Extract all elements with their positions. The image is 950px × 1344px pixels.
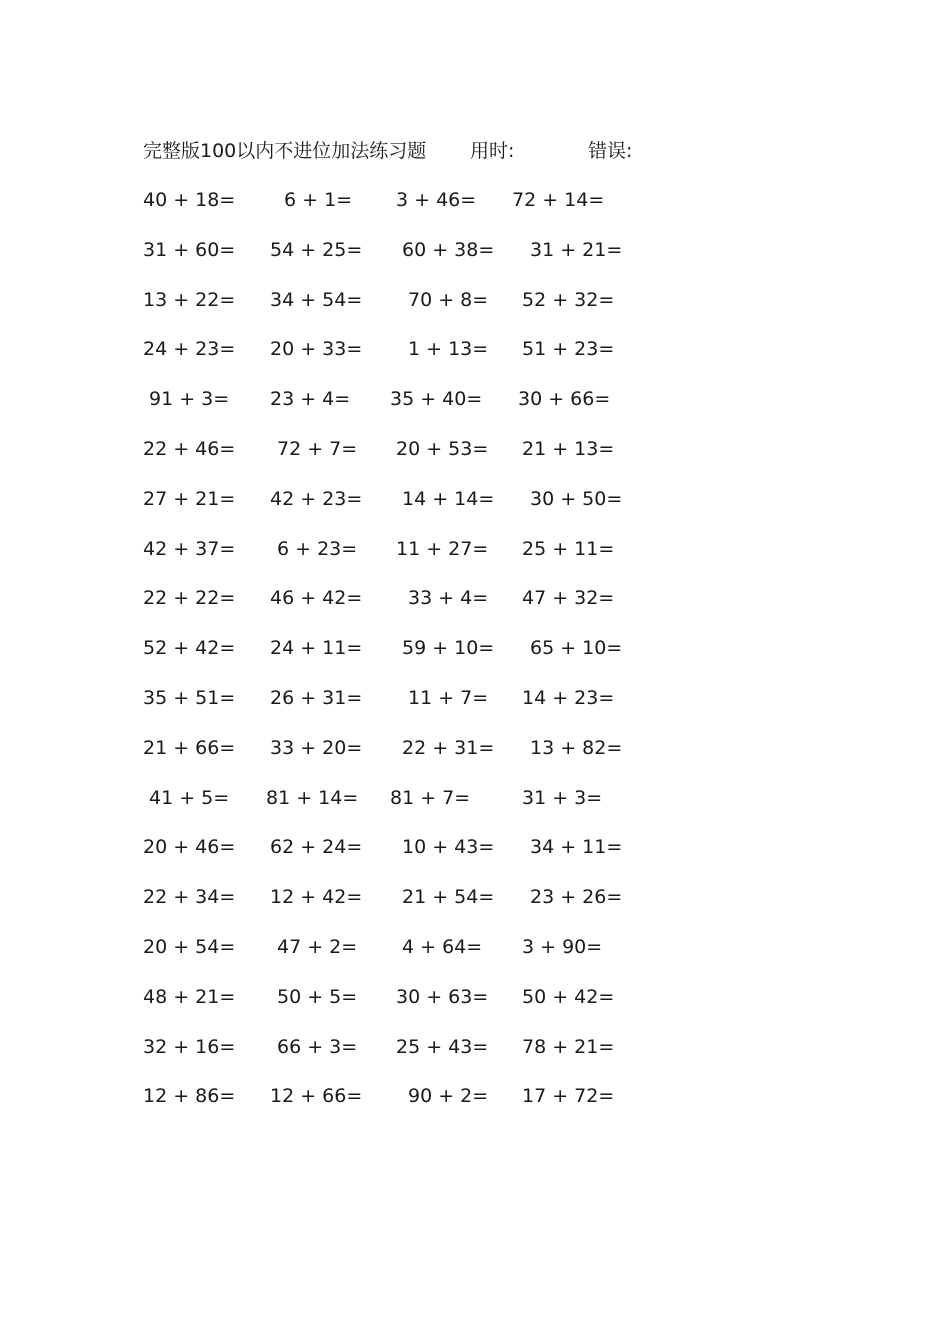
addition-problem: 26 + 31= xyxy=(270,687,363,709)
addition-problem: 24 + 23= xyxy=(143,338,236,360)
addition-problem: 14 + 23= xyxy=(522,687,615,709)
addition-problem: 78 + 21= xyxy=(522,1036,615,1058)
addition-problem: 23 + 26= xyxy=(530,886,623,908)
addition-problem: 11 + 7= xyxy=(408,687,489,709)
addition-problem: 41 + 5= xyxy=(149,787,230,809)
addition-problem: 31 + 21= xyxy=(530,239,623,261)
addition-problem: 54 + 25= xyxy=(270,239,363,261)
addition-problem: 30 + 63= xyxy=(396,986,489,1008)
addition-problem: 23 + 4= xyxy=(270,388,351,410)
addition-problem: 3 + 46= xyxy=(396,189,477,211)
error-label: 错误: xyxy=(588,140,633,162)
addition-problem: 51 + 23= xyxy=(522,338,615,360)
addition-problem: 50 + 5= xyxy=(277,986,358,1008)
addition-problem: 47 + 2= xyxy=(277,936,358,958)
addition-problem: 21 + 54= xyxy=(402,886,495,908)
addition-problem: 6 + 23= xyxy=(277,538,358,560)
addition-problem: 25 + 43= xyxy=(396,1036,489,1058)
addition-problem: 91 + 3= xyxy=(149,388,230,410)
addition-problem: 27 + 21= xyxy=(143,488,236,510)
addition-problem: 66 + 3= xyxy=(277,1036,358,1058)
addition-problem: 10 + 43= xyxy=(402,836,495,858)
addition-problem: 50 + 42= xyxy=(522,986,615,1008)
addition-problem: 22 + 34= xyxy=(143,886,236,908)
addition-problem: 4 + 64= xyxy=(402,936,483,958)
addition-problem: 12 + 42= xyxy=(270,886,363,908)
addition-problem: 62 + 24= xyxy=(270,836,363,858)
addition-problem: 12 + 86= xyxy=(143,1085,236,1107)
addition-problem: 11 + 27= xyxy=(396,538,489,560)
addition-problem: 21 + 66= xyxy=(143,737,236,759)
addition-problem: 20 + 46= xyxy=(143,836,236,858)
addition-problem: 33 + 20= xyxy=(270,737,363,759)
addition-problem: 25 + 11= xyxy=(522,538,615,560)
addition-problem: 52 + 32= xyxy=(522,289,615,311)
addition-problem: 6 + 1= xyxy=(284,189,353,211)
addition-problem: 24 + 11= xyxy=(270,637,363,659)
addition-problem: 81 + 14= xyxy=(266,787,359,809)
addition-problem: 42 + 37= xyxy=(143,538,236,560)
addition-problem: 35 + 51= xyxy=(143,687,236,709)
addition-problem: 20 + 33= xyxy=(270,338,363,360)
addition-problem: 1 + 13= xyxy=(408,338,489,360)
addition-problem: 13 + 82= xyxy=(530,737,623,759)
addition-problem: 60 + 38= xyxy=(402,239,495,261)
addition-problem: 90 + 2= xyxy=(408,1085,489,1107)
addition-problem: 22 + 46= xyxy=(143,438,236,460)
addition-problem: 48 + 21= xyxy=(143,986,236,1008)
addition-problem: 81 + 7= xyxy=(390,787,471,809)
addition-problem: 22 + 22= xyxy=(143,587,236,609)
addition-problem: 40 + 18= xyxy=(143,189,236,211)
addition-problem: 33 + 4= xyxy=(408,587,489,609)
addition-problem: 30 + 66= xyxy=(518,388,611,410)
addition-problem: 35 + 40= xyxy=(390,388,483,410)
addition-problem: 34 + 11= xyxy=(530,836,623,858)
addition-problem: 17 + 72= xyxy=(522,1085,615,1107)
addition-problem: 31 + 60= xyxy=(143,239,236,261)
addition-problem: 46 + 42= xyxy=(270,587,363,609)
time-label: 用时: xyxy=(470,140,515,162)
addition-problem: 21 + 13= xyxy=(522,438,615,460)
addition-problem: 20 + 53= xyxy=(396,438,489,460)
addition-problem: 65 + 10= xyxy=(530,637,623,659)
addition-problem: 32 + 16= xyxy=(143,1036,236,1058)
addition-problem: 72 + 7= xyxy=(277,438,358,460)
worksheet-title: 完整版100以内不进位加法练习题 xyxy=(143,140,427,162)
addition-problem: 47 + 32= xyxy=(522,587,615,609)
addition-problem: 30 + 50= xyxy=(530,488,623,510)
addition-problem: 70 + 8= xyxy=(408,289,489,311)
addition-problem: 42 + 23= xyxy=(270,488,363,510)
addition-problem: 20 + 54= xyxy=(143,936,236,958)
addition-problem: 72 + 14= xyxy=(512,189,605,211)
addition-problem: 59 + 10= xyxy=(402,637,495,659)
addition-problem: 13 + 22= xyxy=(143,289,236,311)
addition-problem: 34 + 54= xyxy=(270,289,363,311)
addition-problem: 3 + 90= xyxy=(522,936,603,958)
addition-problem: 22 + 31= xyxy=(402,737,495,759)
addition-problem: 14 + 14= xyxy=(402,488,495,510)
addition-problem: 12 + 66= xyxy=(270,1085,363,1107)
addition-problem: 31 + 3= xyxy=(522,787,603,809)
addition-problem: 52 + 42= xyxy=(143,637,236,659)
